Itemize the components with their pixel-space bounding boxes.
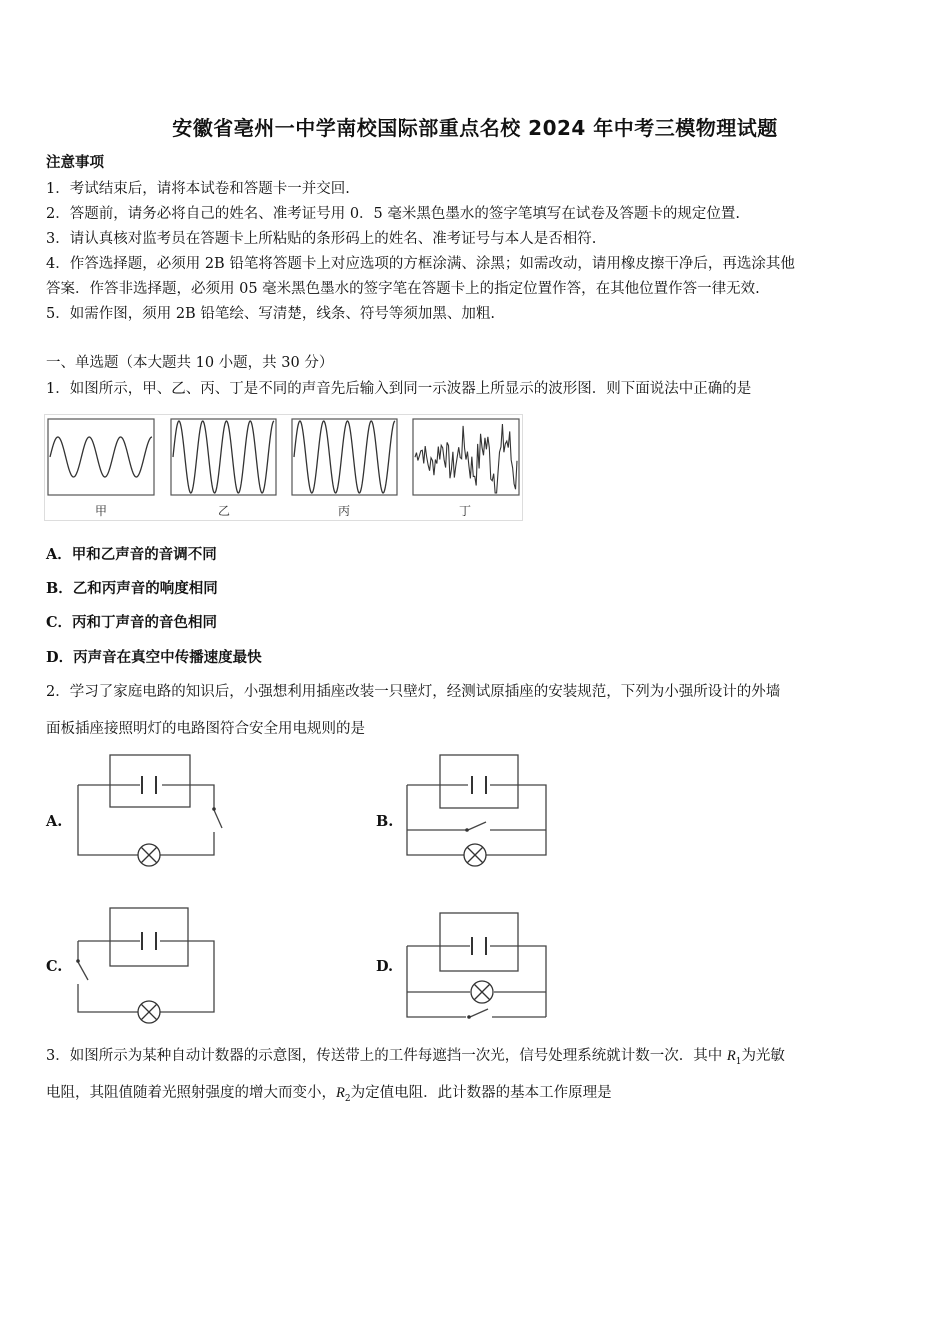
r2-subscript: 2 (344, 1093, 351, 1104)
q3-text: 电阻，其阻值随着光照射强度的增大而变小， (46, 1085, 336, 1101)
waveform-figure (44, 414, 524, 522)
switch-pivot (465, 828, 469, 832)
notice-item: 答案．作答非选择题，必须用 05 毫米黑色墨水的签字笔在答题卡上的指定位置作答，在其他位置作答一律无效. (46, 281, 760, 297)
q2-option-a-label: A. (46, 813, 63, 830)
socket-symbol (142, 776, 156, 794)
q3-text: 为定值电阻．此计数器的基本工作原理是 (350, 1085, 612, 1101)
socket-box (110, 908, 188, 966)
circuit-diagram-b (400, 750, 560, 875)
switch-pivot (212, 807, 216, 811)
waveform-bing (292, 419, 397, 495)
socket-box (440, 913, 518, 971)
switch-blade (214, 810, 222, 828)
wave-label-ding: 丁 (458, 504, 472, 518)
question-1-stem: 1．如图所示，甲、乙、丙、丁是不同的声音先后输入到同一示波器上所显示的波形图．则下面说法中正确的是 (46, 381, 752, 397)
switch-blade (78, 962, 88, 980)
q1-option-c: C．丙和丁声音的音色相同 (46, 614, 218, 631)
question-2-stem-line1: 2．学习了家庭电路的知识后，小强想利用插座改装一只壁灯，经测试原插座的安装规范，下列为小强所设计的外墙 (46, 684, 781, 700)
q3-text: 3．如图所示为某种自动计数器的示意图，传送带上的工件每遮挡一次光，信号处理系统就计数一次．其中 (46, 1048, 727, 1064)
r1-subscript: 1 (735, 1056, 742, 1067)
socket-box (110, 755, 190, 807)
waveform-figure-frame (45, 415, 523, 521)
lamp-icon (471, 981, 493, 1003)
q1-option-d: D．丙声音在真空中传播速度最快 (46, 649, 262, 666)
notice-item: 1．考试结束后，请将本试卷和答题卡一并交回. (46, 181, 350, 197)
notice-item: 2．答题前，请务必将自己的姓名、准考证号用 0．5 毫米黑色墨水的签字笔填写在试卷及答题卡的规定位置. (46, 206, 740, 222)
lamp-icon (138, 844, 160, 866)
wave-label-yi: 乙 (217, 504, 231, 518)
wave-label-bing: 丙 (337, 504, 351, 518)
switch-pivot (467, 1015, 471, 1019)
notice-heading: 注意事项 (46, 154, 104, 171)
waveform-ding (413, 419, 519, 495)
q2-option-d-label: D. (376, 958, 394, 975)
q2-option-b-label: B. (376, 813, 394, 830)
r1-symbol: R (726, 1048, 736, 1064)
socket-symbol (472, 776, 486, 794)
lamp-icon (464, 844, 486, 866)
q3-text: 为光敏 (741, 1048, 785, 1064)
waveform-yi (171, 419, 276, 495)
wave-label-jia: 甲 (94, 504, 108, 518)
circuit-diagram-d (400, 905, 560, 1030)
waveform-jia (48, 419, 154, 495)
notice-item: 3．请认真核对监考员在答题卡上所粘贴的条形码上的姓名、准考证号与本人是否相符. (46, 231, 597, 247)
switch-blade (470, 1009, 488, 1017)
circuit-diagram-c (70, 900, 240, 1030)
switch-blade (468, 822, 486, 830)
r2-symbol: R (336, 1085, 345, 1101)
page-title: 安徽省亳州一中学南校国际部重点名校 2024 年中考三模物理试题 (172, 116, 778, 140)
section-heading: 一、单选题（本大题共 10 小题，共 30 分） (46, 355, 334, 371)
q1-option-b: B．乙和丙声音的响度相同 (46, 580, 218, 597)
question-3-line1 (46, 1044, 785, 1067)
notice-item: 5．如需作图，须用 2B 铅笔绘、写清楚，线条、符号等须加黑、加粗. (46, 306, 495, 322)
socket-symbol (142, 932, 156, 950)
notice-item: 4．作答选择题，必须用 2B 铅笔将答题卡上对应选项的方框涂满、涂黑；如需改动，请用橡皮擦干净后，再选涂其他 (46, 256, 795, 272)
q2-option-c-label: C. (46, 958, 63, 975)
socket-box (440, 755, 518, 808)
question-3-line2 (46, 1081, 612, 1104)
socket-symbol (472, 937, 486, 955)
circuit-diagram-a (70, 750, 240, 875)
switch-pivot (76, 959, 80, 963)
q1-option-a: A．甲和乙声音的音调不同 (46, 546, 217, 563)
question-2-stem-line2: 面板插座接照明灯的电路图符合安全用电规则的是 (46, 721, 365, 737)
lamp-icon (138, 1001, 160, 1023)
